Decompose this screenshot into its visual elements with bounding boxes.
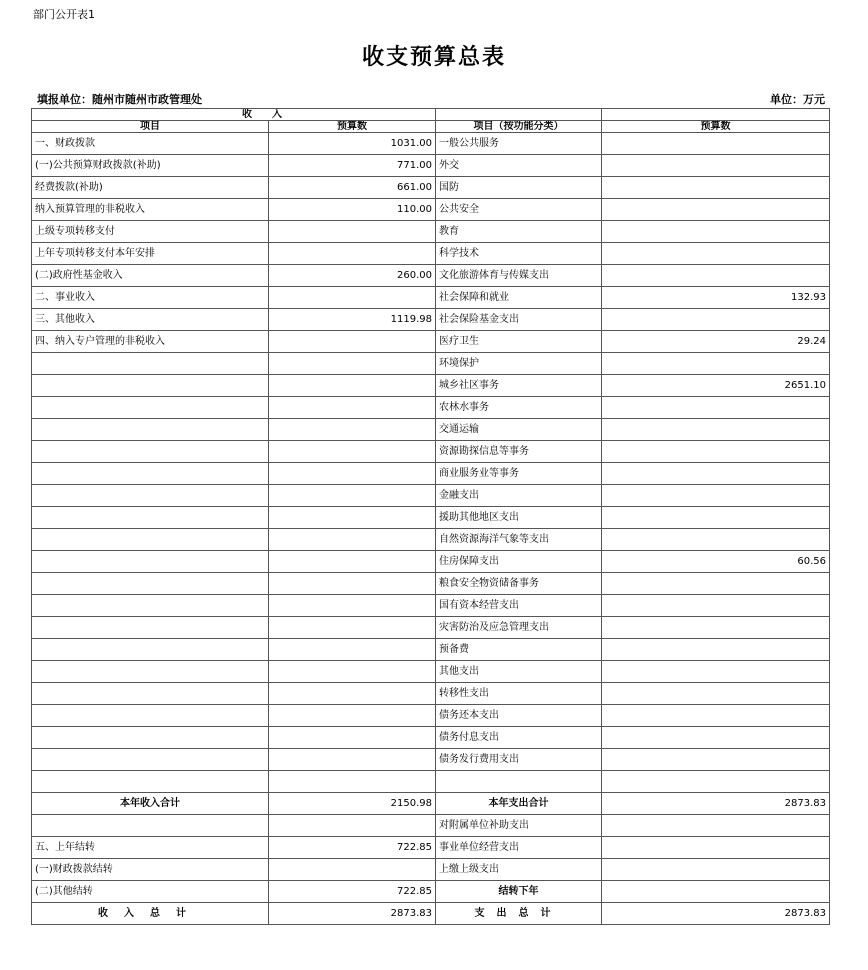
table-row <box>32 749 830 771</box>
expense-amount-cell <box>602 683 830 705</box>
income-group-header: 收 入 <box>32 109 436 121</box>
expense-amount-cell <box>602 507 830 529</box>
table-number: 部门公开表1 <box>33 8 95 21</box>
income-item-cell: 四、纳入专户管理的非税收入 <box>32 331 269 353</box>
income-amount-cell <box>269 397 436 419</box>
expense-amount-cell: 29.24 <box>602 331 830 353</box>
col-income-amount: 预算数 <box>269 121 436 133</box>
expense-item-cell: 国有资本经营支出 <box>436 595 602 617</box>
expense-amount-cell <box>602 353 830 375</box>
table-row <box>32 551 830 573</box>
income-total-label: 收入总计 <box>32 903 269 925</box>
income-amount-cell <box>269 551 436 573</box>
income-item-cell <box>32 573 269 595</box>
income-amount-cell: 722.85 <box>269 837 436 859</box>
expense-item-cell: 债务发行费用支出 <box>436 749 602 771</box>
budget-summary-table <box>31 108 830 925</box>
expense-amount-cell <box>602 397 830 419</box>
page-title: 收支预算总表 <box>361 44 506 70</box>
expense-item-cell: 文化旅游体育与传媒支出 <box>436 265 602 287</box>
table-row <box>32 507 830 529</box>
expense-amount-cell <box>602 727 830 749</box>
table-row <box>32 573 830 595</box>
table-row <box>32 837 830 859</box>
expense-item-cell: 援助其他地区支出 <box>436 507 602 529</box>
expense-amount-cell <box>602 771 830 793</box>
income-item-cell: 一、财政拨款 <box>32 133 269 155</box>
income-amount-cell <box>269 859 436 881</box>
expense-subtotal-label: 本年支出合计 <box>436 793 602 815</box>
grand-total-row <box>32 903 830 925</box>
income-item-cell <box>32 529 269 551</box>
expense-item-cell: 交通运输 <box>436 419 602 441</box>
col-expense-amount: 预算数 <box>602 121 830 133</box>
expense-amount-cell <box>602 463 830 485</box>
col-expense-item: 项目（按功能分类） <box>436 121 602 133</box>
income-item-cell <box>32 441 269 463</box>
expense-amount-cell <box>602 177 830 199</box>
expense-item-cell: 社会保险基金支出 <box>436 309 602 331</box>
expense-amount-cell <box>602 529 830 551</box>
expense-amount-cell <box>602 485 830 507</box>
expense-group-header-amount <box>602 109 830 121</box>
income-amount-cell <box>269 727 436 749</box>
expense-amount-cell <box>602 859 830 881</box>
table-row <box>32 265 830 287</box>
income-item-cell <box>32 485 269 507</box>
income-item-cell <box>32 749 269 771</box>
table-row <box>32 639 830 661</box>
income-amount-cell: 722.85 <box>269 881 436 903</box>
table-row <box>32 463 830 485</box>
income-item-cell <box>32 507 269 529</box>
income-amount-cell <box>269 683 436 705</box>
income-item-cell <box>32 617 269 639</box>
expense-item-cell: 科学技术 <box>436 243 602 265</box>
expense-amount-cell <box>602 573 830 595</box>
expense-item-cell: 国防 <box>436 177 602 199</box>
expense-item-cell: 预备费 <box>436 639 602 661</box>
column-header-row <box>32 121 830 133</box>
income-item-cell: 五、上年结转 <box>32 837 269 859</box>
expense-amount-cell: 2651.10 <box>602 375 830 397</box>
expense-subtotal-amount: 2873.83 <box>602 793 830 815</box>
table-row <box>32 529 830 551</box>
table-row <box>32 683 830 705</box>
income-amount-cell <box>269 463 436 485</box>
expense-amount-cell: 132.93 <box>602 287 830 309</box>
income-amount-cell <box>269 353 436 375</box>
expense-item-cell: 环境保护 <box>436 353 602 375</box>
table-row <box>32 727 830 749</box>
expense-total-amount: 2873.83 <box>602 903 830 925</box>
income-amount-cell <box>269 441 436 463</box>
table-row <box>32 661 830 683</box>
expense-item-cell: 教育 <box>436 221 602 243</box>
expense-item-cell: 社会保障和就业 <box>436 287 602 309</box>
income-item-cell <box>32 419 269 441</box>
table-row <box>32 133 830 155</box>
expense-item-cell: 商业服务业等事务 <box>436 463 602 485</box>
income-amount-cell <box>269 771 436 793</box>
expense-total-label: 支出总计 <box>436 903 602 925</box>
expense-item-cell <box>436 771 602 793</box>
income-item-cell <box>32 397 269 419</box>
income-item-cell <box>32 727 269 749</box>
table-row <box>32 331 830 353</box>
table-row <box>32 155 830 177</box>
expense-amount-cell <box>602 881 830 903</box>
expense-amount-cell <box>602 309 830 331</box>
table-row <box>32 221 830 243</box>
expense-item-cell: 粮食安全物资储备事务 <box>436 573 602 595</box>
table-row <box>32 353 830 375</box>
income-item-cell <box>32 595 269 617</box>
table-row <box>32 617 830 639</box>
expense-amount-cell <box>602 705 830 727</box>
income-amount-cell <box>269 287 436 309</box>
expense-amount-cell <box>602 155 830 177</box>
table-row <box>32 771 830 793</box>
expense-amount-cell <box>602 837 830 859</box>
income-item-cell <box>32 705 269 727</box>
income-item-cell: 纳入预算管理的非税收入 <box>32 199 269 221</box>
subtotal-row <box>32 793 830 815</box>
income-amount-cell <box>269 331 436 353</box>
expense-amount-cell <box>602 617 830 639</box>
income-amount-cell <box>269 375 436 397</box>
income-item-cell: 二、事业收入 <box>32 287 269 309</box>
income-amount-cell: 661.00 <box>269 177 436 199</box>
expense-amount-cell: 60.56 <box>602 551 830 573</box>
expense-item-cell: 对附属单位补助支出 <box>436 815 602 837</box>
table-row <box>32 375 830 397</box>
income-amount-cell: 771.00 <box>269 155 436 177</box>
income-item-cell: (一)财政拨款结转 <box>32 859 269 881</box>
currency-unit: 单位：万元 <box>770 93 825 106</box>
expense-amount-cell <box>602 199 830 221</box>
income-amount-cell <box>269 221 436 243</box>
table-row <box>32 177 830 199</box>
expense-item-cell: 一般公共服务 <box>436 133 602 155</box>
income-amount-cell <box>269 485 436 507</box>
expense-item-cell: 上缴上级支出 <box>436 859 602 881</box>
expense-item-cell: 城乡社区事务 <box>436 375 602 397</box>
expense-amount-cell <box>602 419 830 441</box>
table-row <box>32 881 830 903</box>
income-item-cell <box>32 683 269 705</box>
income-amount-cell <box>269 815 436 837</box>
expense-amount-cell <box>602 639 830 661</box>
income-amount-cell: 110.00 <box>269 199 436 221</box>
income-item-cell <box>32 375 269 397</box>
income-item-cell <box>32 661 269 683</box>
expense-amount-cell <box>602 441 830 463</box>
expense-item-cell: 灾害防治及应急管理支出 <box>436 617 602 639</box>
expense-item-cell: 转移性支出 <box>436 683 602 705</box>
expense-amount-cell <box>602 815 830 837</box>
expense-item-cell: 农林水事务 <box>436 397 602 419</box>
income-item-cell: 三、其他收入 <box>32 309 269 331</box>
expense-item-cell: 债务还本支出 <box>436 705 602 727</box>
expense-item-cell: 事业单位经营支出 <box>436 837 602 859</box>
expense-item-cell: 资源勘探信息等事务 <box>436 441 602 463</box>
income-group-row <box>32 109 830 121</box>
income-subtotal-label: 本年收入合计 <box>32 793 269 815</box>
income-subtotal-amount: 2150.98 <box>269 793 436 815</box>
expense-item-cell: 金融支出 <box>436 485 602 507</box>
income-amount-cell: 1031.00 <box>269 133 436 155</box>
reporting-unit: 填报单位：随州市随州市政管理处 <box>37 93 202 106</box>
income-amount-cell <box>269 705 436 727</box>
income-amount-cell <box>269 419 436 441</box>
income-amount-cell: 1119.98 <box>269 309 436 331</box>
expense-item-cell: 债务付息支出 <box>436 727 602 749</box>
income-item-cell <box>32 463 269 485</box>
expense-item-cell: 其他支出 <box>436 661 602 683</box>
table-row <box>32 595 830 617</box>
expense-amount-cell <box>602 221 830 243</box>
expense-amount-cell <box>602 243 830 265</box>
income-amount-cell <box>269 573 436 595</box>
table-row <box>32 397 830 419</box>
income-amount-cell <box>269 243 436 265</box>
expense-amount-cell <box>602 265 830 287</box>
income-item-cell <box>32 771 269 793</box>
expense-amount-cell <box>602 595 830 617</box>
table-row <box>32 419 830 441</box>
income-amount-cell <box>269 617 436 639</box>
table-row <box>32 243 830 265</box>
income-item-cell: (二)政府性基金收入 <box>32 265 269 287</box>
col-income-item: 项目 <box>32 121 269 133</box>
expense-item-cell: 公共安全 <box>436 199 602 221</box>
income-item-cell <box>32 639 269 661</box>
table-row <box>32 859 830 881</box>
income-amount-cell: 260.00 <box>269 265 436 287</box>
income-item-cell: 经费拨款(补助) <box>32 177 269 199</box>
expense-group-header <box>436 109 602 121</box>
income-item-cell: 上年专项转移支付本年安排 <box>32 243 269 265</box>
table-row <box>32 309 830 331</box>
income-amount-cell <box>269 507 436 529</box>
expense-amount-cell <box>602 749 830 771</box>
expense-item-cell: 结转下年 <box>436 881 602 903</box>
table-row <box>32 705 830 727</box>
expense-item-cell: 医疗卫生 <box>436 331 602 353</box>
income-total-amount: 2873.83 <box>269 903 436 925</box>
income-item-cell <box>32 353 269 375</box>
income-item-cell: (二)其他结转 <box>32 881 269 903</box>
table-row <box>32 199 830 221</box>
income-item-cell: (一)公共预算财政拨款(补助) <box>32 155 269 177</box>
expense-amount-cell <box>602 661 830 683</box>
income-amount-cell <box>269 595 436 617</box>
income-amount-cell <box>269 661 436 683</box>
expense-item-cell: 住房保障支出 <box>436 551 602 573</box>
table-row <box>32 485 830 507</box>
expense-item-cell: 自然资源海洋气象等支出 <box>436 529 602 551</box>
income-item-cell <box>32 815 269 837</box>
table-row <box>32 441 830 463</box>
income-item-cell <box>32 551 269 573</box>
table-row <box>32 815 830 837</box>
income-amount-cell <box>269 639 436 661</box>
income-amount-cell <box>269 749 436 771</box>
table-row <box>32 287 830 309</box>
expense-item-cell: 外交 <box>436 155 602 177</box>
expense-amount-cell <box>602 133 830 155</box>
income-item-cell: 上级专项转移支付 <box>32 221 269 243</box>
income-amount-cell <box>269 529 436 551</box>
